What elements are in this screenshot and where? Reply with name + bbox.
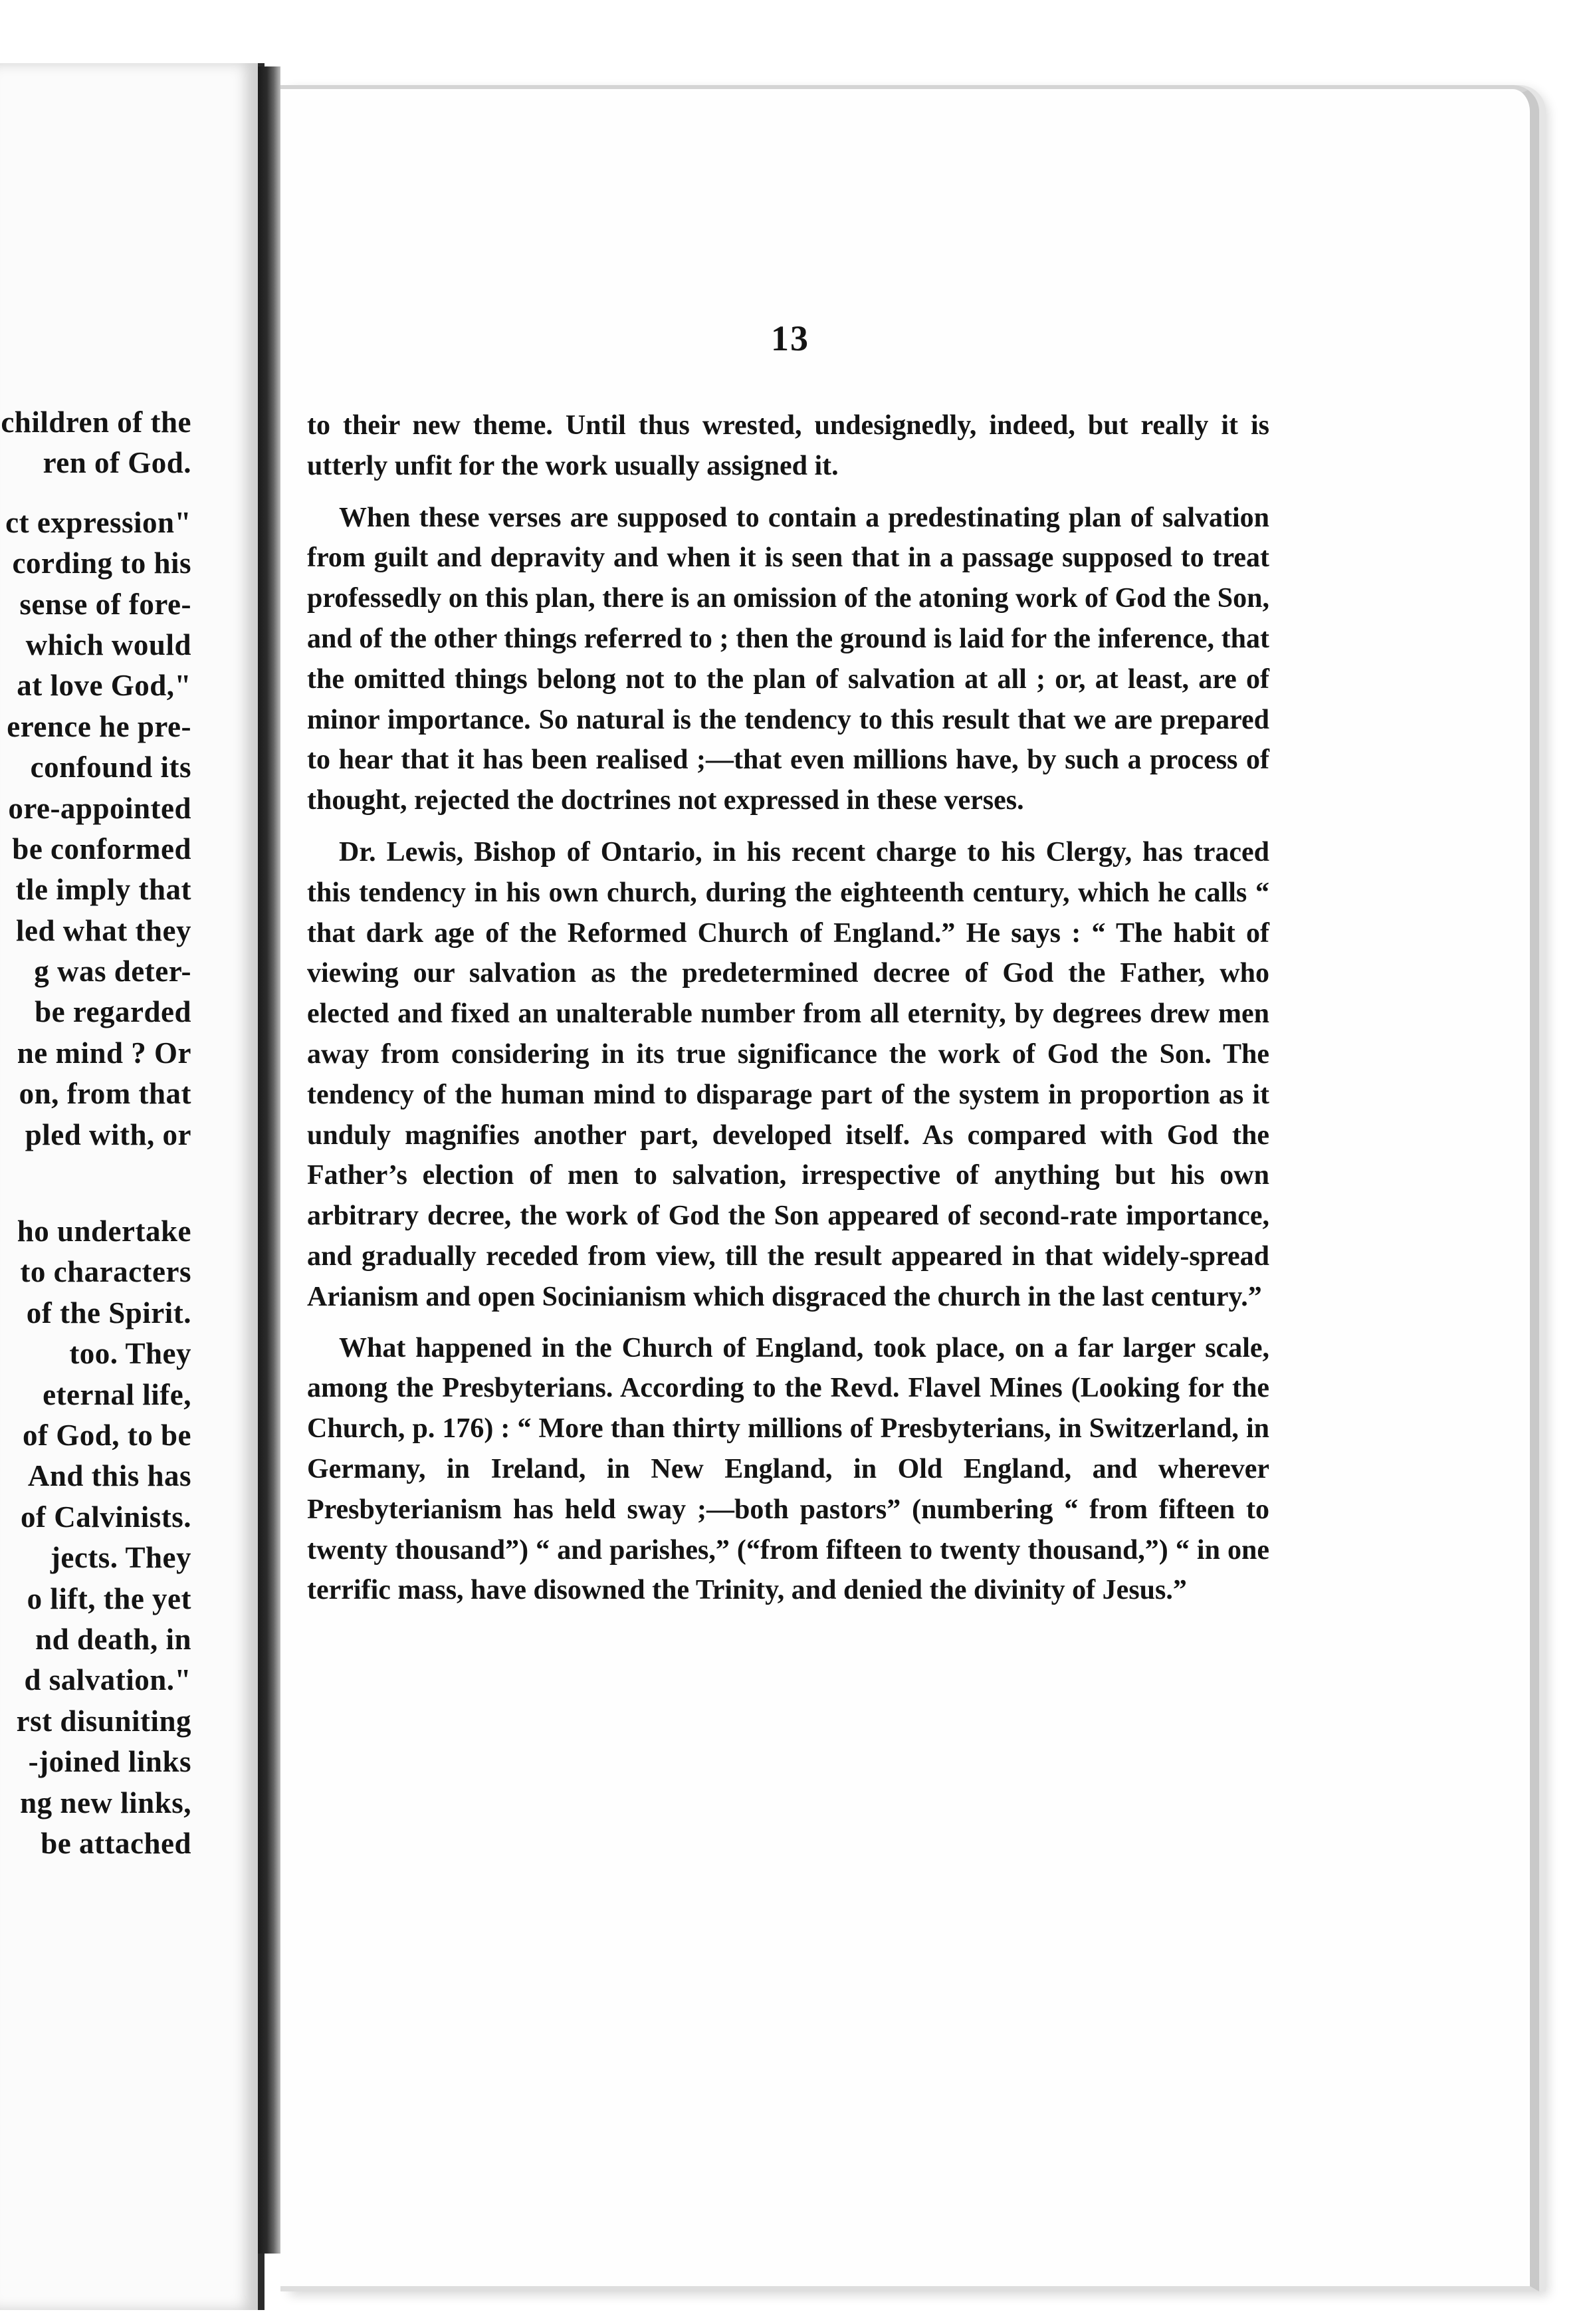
left-line: tle imply that	[15, 873, 191, 907]
left-line: confound its	[30, 751, 191, 784]
left-line: at love God,"	[17, 669, 191, 703]
left-line: -joined links	[28, 1745, 191, 1779]
left-line: led what they	[16, 913, 191, 947]
left-line: ho undertake	[17, 1215, 191, 1248]
left-line: of God, to be	[23, 1418, 191, 1452]
left-line: ore-appointed	[8, 791, 191, 825]
left-line: which would	[25, 628, 191, 661]
paragraph: to their new theme. Until thus wrested, undesignedly, indeed, but really it is utterly unfit for the work usually assigned it.	[307, 410, 1269, 481]
left-line: g was deter-	[34, 955, 191, 988]
left-line: on, from that	[19, 1077, 191, 1111]
left-line: sense of fore-	[19, 587, 191, 621]
left-line: be attached	[41, 1826, 191, 1860]
page-body	[307, 406, 1269, 1611]
left-line: ct expression"	[5, 505, 191, 539]
left-line: too. They	[69, 1337, 191, 1371]
left-line: ne mind ? Or	[17, 1036, 191, 1070]
left-line: eternal life,	[43, 1377, 191, 1411]
left-line: rst disuniting	[16, 1704, 191, 1738]
left-line: nd death, in	[35, 1622, 191, 1656]
paragraph: What happened in the Church of England, took place, on a far larger scale, among the Presbyterians. According to the Revd. Flavel Mines (Looking for the Church, p. 176) : “ More than thirty millions of Presbyterians, in Switzerland, in Germany, in Ireland, in New England, in Old England, and wherever Presbyterianism has held sway ;—both pastors” (numbering “ from fifteen to twenty thousand”) “ and parishes,” (“from fifteen to twenty thousand,”) “ in one terrific mass, have disowned the Trinity, and denied the divinity of Jesus.”	[307, 1332, 1269, 1606]
left-line: ng new links,	[20, 1786, 191, 1819]
left-line: pled with, or	[25, 1117, 191, 1151]
page-number: 13	[771, 318, 809, 358]
left-line: of Calvinists.	[20, 1500, 191, 1534]
book-gutter	[258, 66, 280, 2254]
left-page-text	[1, 402, 191, 1864]
left-line: o lift, the yet	[27, 1581, 191, 1615]
left-line: of the Spirit.	[26, 1296, 191, 1330]
left-line: be regarded	[35, 995, 191, 1029]
left-line: erence he pre-	[7, 709, 191, 743]
left-page	[0, 63, 265, 2310]
left-line: be conformed	[12, 832, 191, 866]
left-line: to characters	[20, 1255, 191, 1289]
left-line: children of the	[1, 406, 191, 439]
left-line: And this has	[27, 1459, 191, 1493]
left-line: cording to his	[12, 546, 191, 580]
left-line: d salvation."	[24, 1663, 191, 1697]
paragraph: Dr. Lewis, Bishop of Ontario, in his recent charge to his Clergy, has traced this tendency in his own church, during the eighteenth century, which he calls “ that dark age of the Reformed Church of England.” He says : “ The habit of viewing our salvation as the predetermined decree of God the Father, who elected and fixed an unalterable number from all eternity, by degrees drew men away from considering in its true significance the work of God the Son. The tendency of the human mind to disparage part of the system in proportion as it unduly magnifies another part, developed itself. As compared with God the Father’s election of men to salvation, irrespective of anything but his own arbitrary decree, the work of God the Son appeared of second-rate importance, and gradually receded from view, till the result appeared in that widely-spread Arianism and open Socinianism which disgraced the church in the last century.”	[307, 836, 1269, 1312]
paragraph: When these verses are supposed to contain a predestinating plan of salvation from guilt and depravity and when it is seen that in a passage supposed to treat professedly on this plan, there is an omission of the atoning work of God the Son, and of the other things referred to ; then the ground is laid for the inference, that the omitted things belong not to the plan of salvation at all ; or, at least, are of minor importance. So natural is the tendency to this result that we are prepared to hear that it has been realised ;—that even millions have, by such a process of thought, rejected the doctrines not expressed in these verses.	[307, 502, 1269, 816]
left-line: ren of God.	[43, 446, 191, 480]
left-line: jects. They	[50, 1541, 191, 1575]
